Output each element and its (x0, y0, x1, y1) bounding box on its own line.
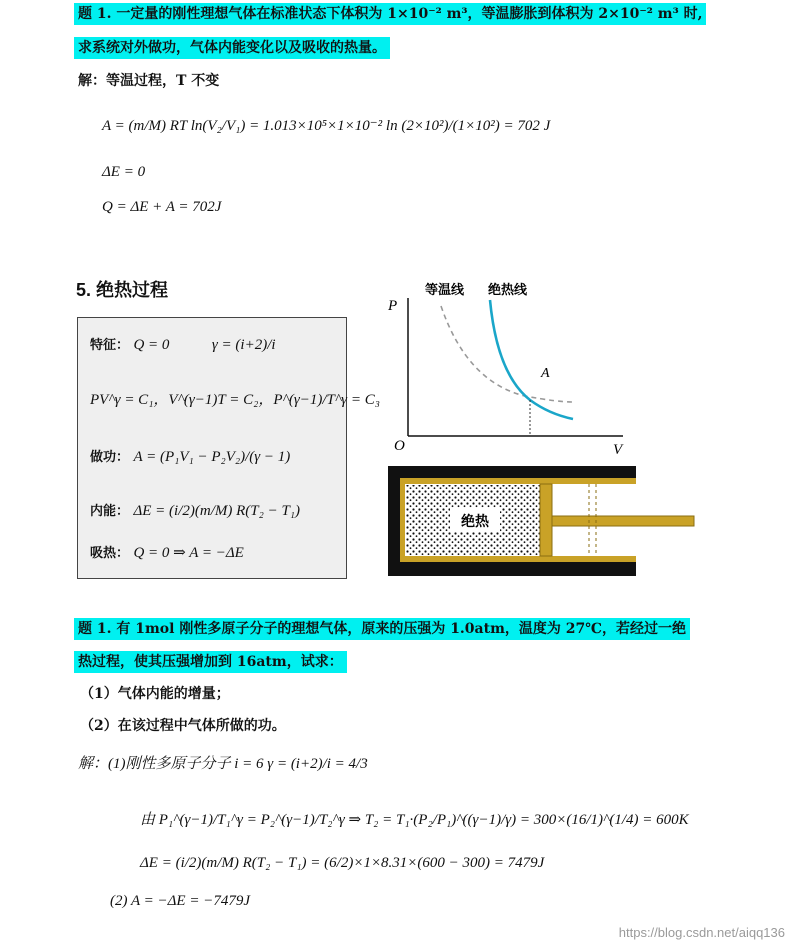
question-2: （2）在该过程中气体所做的功。 (80, 718, 286, 734)
heat-label: 吸热： (90, 546, 130, 561)
piston-diagram (388, 466, 698, 578)
problem2-line1: 题 1. 有 1mol 刚性多原子分子的理想气体，原来的压强为 1.0atm，温度为 27℃，若经过一绝 (74, 618, 690, 640)
isotherm-curve (441, 306, 573, 402)
feature-equation: Q = 0 (133, 337, 170, 353)
problem1-line1: 题 1. 一定量的刚性理想气体在标准状态下体积为 1×10⁻² m³，等温膨胀到体积为 2×10⁻² m³ 时, (74, 3, 706, 25)
v-axis-label: V (613, 442, 623, 458)
origin-label: O (394, 438, 405, 454)
isotherm-legend: 等温线 (425, 283, 465, 298)
problem1-heat-equation: Q = ΔE + A = 702J (102, 199, 222, 215)
problem1-work-equation: A = (m/M) RT ln(V₂/V₁) = 1.013×10⁵×1×10⁻² ln (2×10²)/(1×10²) = 702 J (102, 118, 551, 134)
gamma-equation: γ = (i+2)/i (211, 337, 276, 353)
cylinder-bottom-liner (400, 556, 636, 562)
question-1: （1）气体内能的增量； (80, 686, 230, 702)
state-relations: PV^γ = C₁，V^(γ−1)T = C₂，P^(γ−1)/T^γ = C₃ (90, 392, 380, 408)
energy-equation: ΔE = (i/2)(m/M) R(T₂ − T₁) (133, 503, 301, 519)
cylinder-end-cap (400, 478, 405, 562)
problem2-line2: 热过程，使其压强增加到 16atm，试求： (74, 651, 347, 673)
heat-equation: Q = 0 ⇒ A = −ΔE (133, 545, 244, 561)
work-equation: A = (P₁V₁ − P₂V₂)/(γ − 1) (133, 449, 291, 465)
watermark: https://blog.csdn.net/aiqq136 (618, 925, 785, 940)
solution-energy: ΔE = (i/2)(m/M) R(T₂ − T₁) = (6/2)×1×8.31×(600 − 300) = 7479J (140, 855, 545, 871)
solution-temperature: 由 P₁^(γ−1)/T₁^γ = P₂^(γ−1)/T₂^γ ⇒ T₂ = T₁·(P₂/P₁)^((γ−1)/γ) = 300×(16/1)^(1/4) = 600K (140, 812, 689, 828)
piston-rod[interactable] (552, 516, 694, 526)
feature-label: 特征： (90, 338, 130, 353)
problem1-line2: 求系统对外做功，气体内能变化以及吸收的热量。 (74, 37, 390, 59)
point-a-label: A (541, 366, 550, 381)
adiabatic-formula-box (77, 317, 380, 579)
solution-work: (2) A = −ΔE = −7479J (110, 893, 250, 909)
cylinder-top-liner (400, 478, 636, 484)
p-axis-label: P (388, 298, 398, 314)
pv-diagram (385, 278, 645, 458)
problem1-energy-equation: ΔE = 0 (102, 164, 146, 180)
piston-head[interactable] (540, 484, 552, 556)
section-title: 5. 绝热过程 (76, 280, 169, 300)
energy-label: 内能： (90, 504, 130, 519)
work-label: 做功： (90, 450, 130, 465)
solution-gamma: 解：(1)刚性多原子分子 i = 6 γ = (i+2)/i = 4/3 (78, 756, 368, 772)
adiabat-legend: 绝热线 (488, 283, 528, 298)
problem1-solution-intro: 解：等温过程，T 不变 (78, 73, 220, 89)
insulation-label: 绝热 (461, 514, 489, 530)
